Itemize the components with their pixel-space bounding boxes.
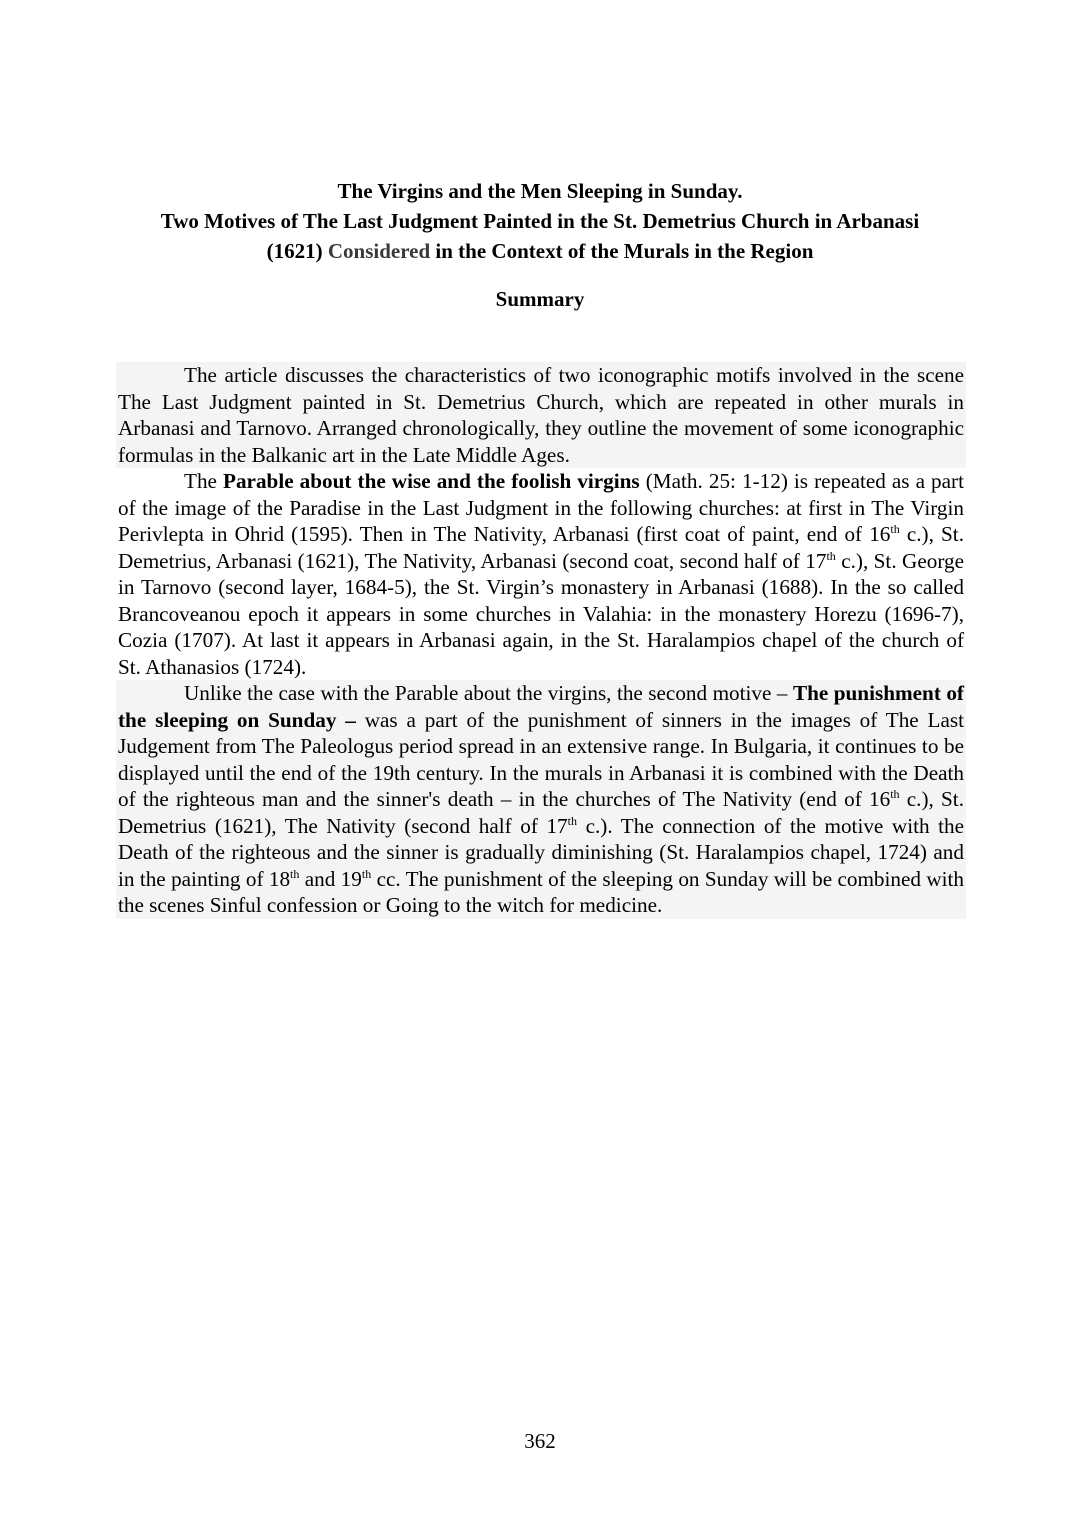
- paragraph-punishment: [116, 680, 966, 919]
- superscript-th: th: [826, 548, 836, 563]
- paragraph-parable-text-2: (Math. 25: 1-12) is repeated as a part of the image of the Paradise in the Last Judgment in the following churches: at first in The Virgin Perivlepta in Ohrid (1595). Then in The Nativity, Arbanasi (first coat of paint, end of 16: [118, 469, 964, 546]
- superscript-th: th: [890, 787, 900, 801]
- title-considered-word: Considered: [327, 239, 431, 263]
- superscript-th: th: [890, 522, 900, 536]
- paragraph-punishment-text-3: c.), St. Demetrius (1621), The Nativity (second half of 17: [118, 787, 964, 838]
- page-number: 362: [524, 1429, 556, 1453]
- superscript-th: th: [290, 866, 300, 881]
- paragraph-parable: [116, 468, 966, 680]
- paragraph-punishment-text-5: and 19: [299, 866, 362, 891]
- summary-heading: Summary: [495, 287, 585, 311]
- article-title: [100, 176, 980, 266]
- paragraph-parable-text-4: c.), St. George in Tarnovo (second layer, 1684-5), the St. Virgin’s monastery in Arbanasi (1688). In the so called Brancoveanou epoch it appears in some churches in Valahia: in the monastery Horezu (1696-7), Cozia (1707). At last it appears in Arbanasi again, in the St. Haralampios chapel of the church of St. Athanasios (1724).: [118, 548, 964, 679]
- paragraph-parable-bold: Parable about the wise and the foolish virgins: [223, 469, 640, 493]
- title-line-3-rest: in the Context of the Murals in the Region: [435, 239, 814, 263]
- superscript-th: th: [567, 813, 577, 828]
- paragraph-punishment-text-6: cc. The punishment of the sleeping on Sunday will be combined with the scenes Sinful confession or Going to the witch for medicine.: [118, 866, 965, 917]
- paragraph-punishment-text-4: c.). The connection of the motive with the Death of the righteous and the sinner is gradually diminishing (St. Haralampios chapel, 1724) and in the painting of 18: [118, 813, 965, 891]
- paragraph-parable-text-3: c.), St. Demetrius, Arbanasi (1621), The Nativity, Arbanasi (second coat, second half of 17: [118, 522, 964, 573]
- paragraph-parable-text-1: The: [184, 469, 223, 493]
- paragraph-intro: The article discusses the characteristics of two iconographic motifs involved in the scene The Last Judgment painted in St. Demetrius Church, which are repeated in other murals in Arbanasi and Tarnovo. Arranged chronologically, they outline the movement of some iconographic formulas in the Balkanic art in the Late Middle Ages.: [118, 363, 964, 467]
- title-line-3: [100, 236, 980, 266]
- paragraph-punishment-bold: The punishment of the sleeping on Sunday –: [118, 681, 964, 732]
- summary-body: [116, 362, 966, 919]
- title-line-2: Two Motives of The Last Judgment Painted in the St. Demetrius Church in Arbanasi: [160, 209, 920, 233]
- superscript-th: th: [361, 866, 372, 881]
- title-line-3-year: (1621): [266, 239, 323, 263]
- paragraph-punishment-text-2: was a part of the punishment of sinners in the images of The Last Judgement from The Paleologus period spread in an extensive range. In Bulgaria, it continues to be displayed until the end of the 19th century. In the murals in Arbanasi it is combined with the Death of the righteous man and the sinner's death – in the churches of The Nativity (end of 16: [118, 707, 965, 811]
- title-line-1: The Virgins and the Men Sleeping in Sunday.: [337, 179, 743, 203]
- paragraph-punishment-text-1: Unlike the case with the Parable about the virgins, the second motive –: [184, 681, 793, 705]
